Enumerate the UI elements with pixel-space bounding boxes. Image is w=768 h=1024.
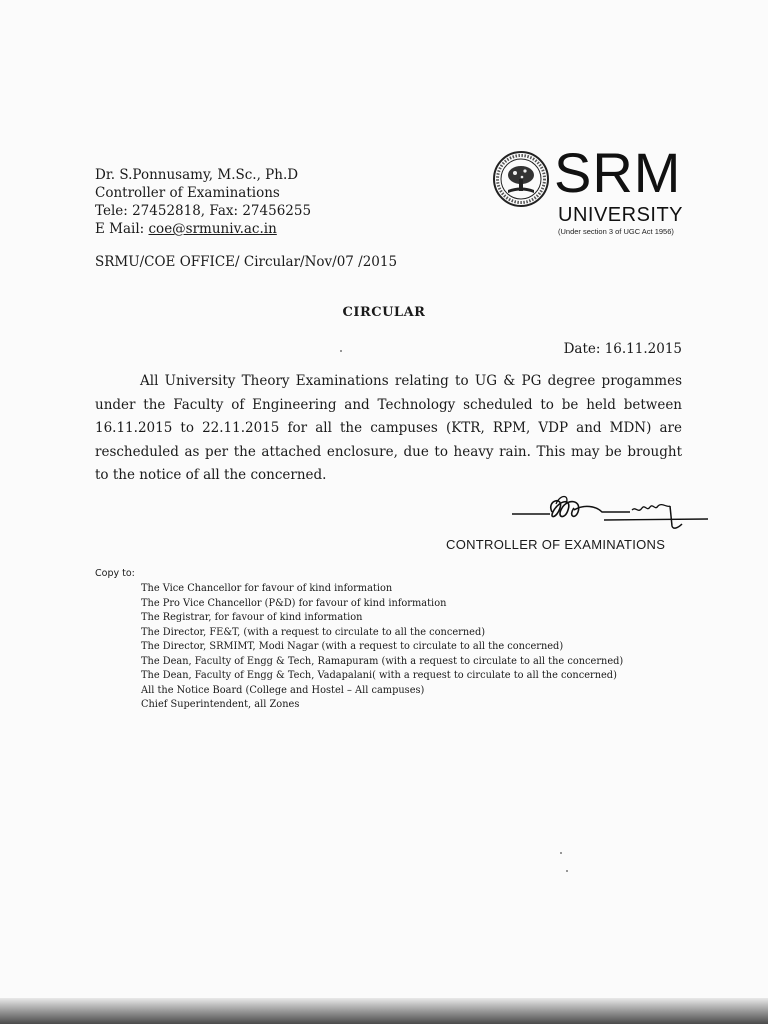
sender-name: Dr. S.Ponnusamy, M.Sc., Ph.D — [95, 167, 299, 183]
logo-wordmark: SRM — [554, 141, 682, 204]
email-link[interactable]: coe@srmuniv.ac.in — [148, 221, 277, 237]
sender-block — [95, 166, 311, 238]
handwritten-signature — [512, 490, 712, 535]
signatory-title: CONTROLLER OF EXAMINATIONS — [446, 537, 666, 552]
scan-speck — [340, 350, 342, 352]
copy-recipient: The Pro Vice Chancellor (P&D) for favour of kind information — [141, 597, 447, 609]
copy-to-label: Copy to: — [95, 568, 135, 579]
copy-recipient: The Director, SRMIMT, Modi Nagar (with a request to circulate to all the concerned) — [141, 641, 564, 652]
copy-recipient: The Director, FE&T, (with a request to circulate to all the concerned) — [141, 626, 486, 638]
scan-bottom-edge — [0, 998, 768, 1024]
copy-recipient: The Vice Chancellor for favour of kind information — [141, 583, 393, 594]
scan-speck — [560, 852, 562, 854]
srm-university-seal-icon — [492, 150, 550, 208]
copy-recipient: The Dean, Faculty of Engg & Tech, Vadapalani( with a request to circulate to all the concerned) — [141, 670, 617, 681]
copy-to-list — [141, 582, 623, 713]
srm-university-logo — [492, 141, 687, 243]
circular-date: Date: 16.11.2015 — [563, 341, 682, 357]
copy-recipient: The Registrar, for favour of kind information — [141, 612, 363, 623]
sender-phone: Tele: 27452818, Fax: 27456255 — [95, 203, 312, 219]
logo-tagline: (Under section 3 of UGC Act 1956) — [558, 227, 674, 236]
copy-recipient: All the Notice Board (College and Hostel – All campuses) — [141, 684, 425, 696]
logo-subtitle: UNIVERSITY — [558, 204, 684, 226]
scan-speck — [566, 870, 568, 872]
reference-number: SRMU/COE OFFICE/ Circular/Nov/07 /2015 — [95, 254, 398, 270]
circular-body: All University Theory Examinations relating to UG & PG degree progammes under the Faculty of Engineering and Technology scheduled to be held between 16.11.2015 to 22.11.2015 for all the campuses (KTR, RPM, VDP and MDN) are rescheduled as per the attached enclosure, due to heavy rain. This may be brought to the notice of all the concerned. — [95, 373, 682, 483]
email-label: E Mail: — [95, 221, 149, 237]
copy-recipient: The Dean, Faculty of Engg & Tech, Ramapuram (with a request to circulate to all the concerned) — [141, 655, 624, 667]
document-title: CIRCULAR — [342, 305, 426, 320]
sender-email-line — [95, 220, 311, 238]
copy-recipient: Chief Superintendent, all Zones — [141, 699, 300, 710]
sender-designation: Controller of Examinations — [95, 185, 280, 201]
